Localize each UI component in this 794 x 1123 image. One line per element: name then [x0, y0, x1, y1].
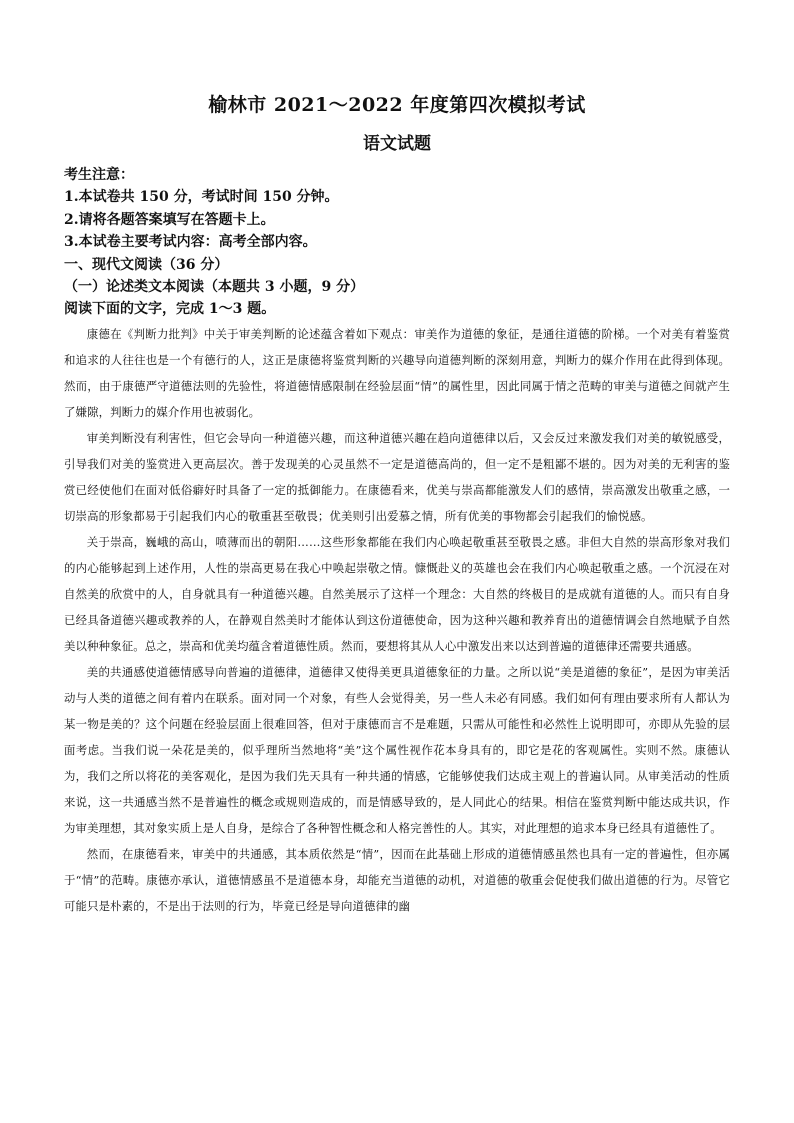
section-header	[64, 254, 730, 321]
sub-section-title: （一）论述类文本阅读（本题共 3 小题，9 分）	[64, 279, 365, 296]
notice-item: 1.本试卷共 150 分，考试时间 150 分钟。	[64, 189, 339, 206]
passage-paragraph: 然而，在康德看来，审美中的共通感，其本质依然是“情”，因而在此基础上形成的道德情感虽然也具有一定的普遍性，但亦属于“情”的范畴。康德亦承认，道德情感虽不是道德本身，却能充当道德的动机，对道德的敬重会促使我们做出道德的行为。尽管它可能只是朴素的，不是出于法则的行为，毕竟已经是导向道德律的幽	[64, 846, 730, 913]
passage-paragraph: 关于崇高，巍峨的高山，喷薄而出的朝阳……这些形象都能在我们内心唤起敬重甚至敬畏之感。非但大自然的崇高形象对我们的内心能够起到上述作用，人性的崇高更易在我心中唤起崇敬之情。慷慨赴义的英雄也会在我们内心唤起敬重之感。一个沉浸在对自然美的欣赏中的人，自身就具有一种道德兴趣。自然美展示了这样一个理念：大自然的终极目的是成就有道德的人。而只有自身已经具备道德兴趣或教养的人，在静观自然美时才能体认到这份道德使命，因为这种兴趣和教养育出的道德情调会自然地赋予自然美以种种象征。总之，崇高和优美均蕴含着道德性质。然而，要想将其从人心中激发出来以达到普遍的道德律还需要共通感。	[64, 534, 730, 653]
notice-item: 2.请将各题答案填写在答题卡上。	[64, 211, 275, 228]
part-title: 一、现代文阅读（36 分）	[64, 256, 229, 273]
notice-heading: 考生注意：	[64, 167, 134, 183]
exam-title: 榆林市 2021～2022 年度第四次模拟考试	[208, 94, 586, 116]
reading-instruction: 阅读下面的文字，完成 1～3 题。	[64, 301, 276, 318]
notice-block	[64, 164, 730, 254]
exam-subtitle: 语文试题	[363, 134, 431, 154]
notice-item: 3.本试卷主要考试内容：高考全部内容。	[64, 234, 317, 251]
passage-paragraph: 美的共通感使道德情感导向普遍的道德律，道德律又使得美更具道德象征的力量。之所以说“美是道德的象征”，是因为审美活动与人类的道德之间有着内在联系。面对同一个对象，有些人会觉得美，另一些人未必有同感。我们如何有理由要求所有人都认为某一物是美的？这个问题在经验层面上很难回答，但对于康德而言不是难题，只需从可能性和必然性上说明即可，亦即从先验的层面考虑。当我们说一朵花是美的，似乎理所当然地将“美”这个属性视作花本身具有的，即它是花的客观属性。实则不然。康德认为，我们之所以将花的美客观化，是因为我们先天具有一种共通的情感，它能够使我们达成主观上的普遍认同。从审美活动的性质来说，这一共通感当然不是普遍性的概念或规则造成的，而是情感导致的，是人同此心的结果。相信在鉴赏判断中能达成共识，作为审美理想，其对象实质上是人自身，是综合了各种智性概念和人格完善性的人。其实，对此理想的追求本身已经具有道德性了。	[64, 664, 730, 835]
passage-paragraph: 康德在《判断力批判》中关于审美判断的论述蕴含着如下观点：审美作为道德的象征，是通往道德的阶梯。一个对美有着鉴赏和追求的人往往也是一个有德行的人，这正是康德将鉴赏判断的兴趣导向道德判断的深刻用意，判断力的媒介作用在此得到体现。然而，由于康德严守道德法则的先验性，将道德情感限制在经验层面“情”的属性里，因此同属于情之范畴的审美与道德之间就产生了嫌隙，判断力的媒介作用也被弱化。	[64, 326, 730, 419]
reading-passage	[64, 321, 730, 919]
passage-paragraph: 审美判断没有利害性，但它会导向一种道德兴趣，而这种道德兴趣在趋向道德律以后，又会反过来激发我们对美的敏锐感受，引导我们对美的鉴赏进入更高层次。善于发现美的心灵虽然不一定是道德高尚的，但一定不是粗鄙不堪的。因为对美的无利害的鉴赏已经使他们在面对低俗癖好时具备了一定的抵御能力。在康德看来，优美与崇高都能激发人们的感情，崇高激发出敬重之感，一切崇高的形象都易于引起我们内心的敬重甚至敬畏；优美则引出爱慕之情，所有优美的事物都会引起我们的愉悦感。	[64, 430, 730, 523]
